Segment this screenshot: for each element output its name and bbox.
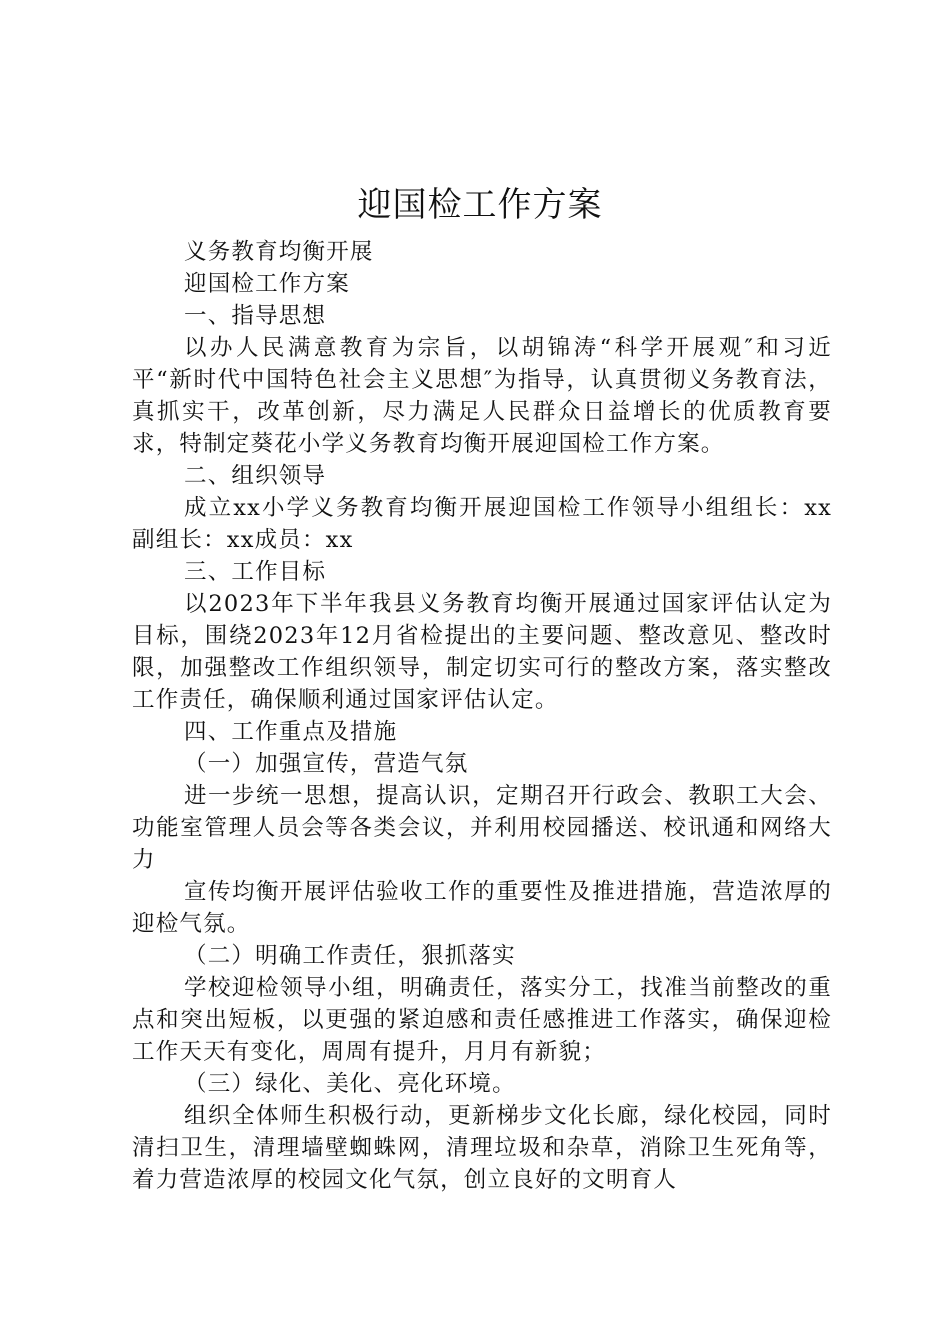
paragraph-organization: 成立xx小学义务教育均衡开展迎国检工作领导小组组长：xx副组长：xx成员：xx [132, 495, 832, 553]
section-heading-key-measures: 四、工作重点及措施 [184, 719, 398, 745]
subsection-heading-responsibility: （二）明确工作责任，狠抓落实 [184, 943, 516, 969]
section-heading-goals: 三、工作目标 [184, 559, 327, 585]
document-body [132, 236, 832, 1196]
paragraph-guiding-ideology: 以办人民满意教育为宗旨，以胡锦涛“科学开展观″和习近平“新时代中国特色社会主义思想″为指导，认真贯彻义务教育法，真抓实干，改革创新，尽力满足人民群众日益增长的优质教育要求，特制定葵花小学义务教育均衡开展迎国检工作方案。 [132, 335, 832, 457]
document-title: 迎国检工作方案 [357, 185, 603, 225]
paragraph-publicity-1: 进一步统一思想，提高认识，定期召开行政会、教职工大会、功能室管理人员会等各类会议，并利用校园播送、校讯通和网络大力 [132, 783, 832, 873]
paragraph-publicity-2: 宣传均衡开展评估验收工作的重要性及推进措施，营造浓厚的迎检气氛。 [132, 879, 832, 937]
paragraph-environment: 组织全体师生积极行动，更新梯步文化长廊，绿化校园，同时清扫卫生，清理墙壁蜘蛛网，清理垃圾和杂草，消除卫生死角等，着力营造浓厚的校园文化气氛，创立良好的文明育人 [132, 1103, 832, 1193]
subsection-heading-environment: （三）绿化、美化、亮化环境。 [184, 1071, 516, 1097]
section-heading-organization: 二、组织领导 [184, 463, 327, 489]
paragraph-goals: 以2023年下半年我县义务教育均衡开展通过国家评估认定为目标，围绕2023年12月省检提出的主要问题、整改意见、整改时限，加强整改工作组织领导，制定切实可行的整改方案，落实整改工作责任，确保顺利通过国家评估认定。 [132, 591, 832, 713]
subtitle-line-2: 迎国检工作方案 [184, 271, 350, 297]
paragraph-responsibility: 学校迎检领导小组，明确责任，落实分工，找准当前整改的重点和突出短板，以更强的紧迫感和责任感推进工作落实，确保迎检工作天天有变化，周周有提升，月月有新貌； [132, 975, 832, 1065]
subtitle-line-1: 义务教育均衡开展 [184, 239, 374, 265]
subsection-heading-publicity: （一）加强宣传，营造气氛 [184, 751, 469, 777]
section-heading-guiding-ideology: 一、指导思想 [184, 303, 327, 329]
